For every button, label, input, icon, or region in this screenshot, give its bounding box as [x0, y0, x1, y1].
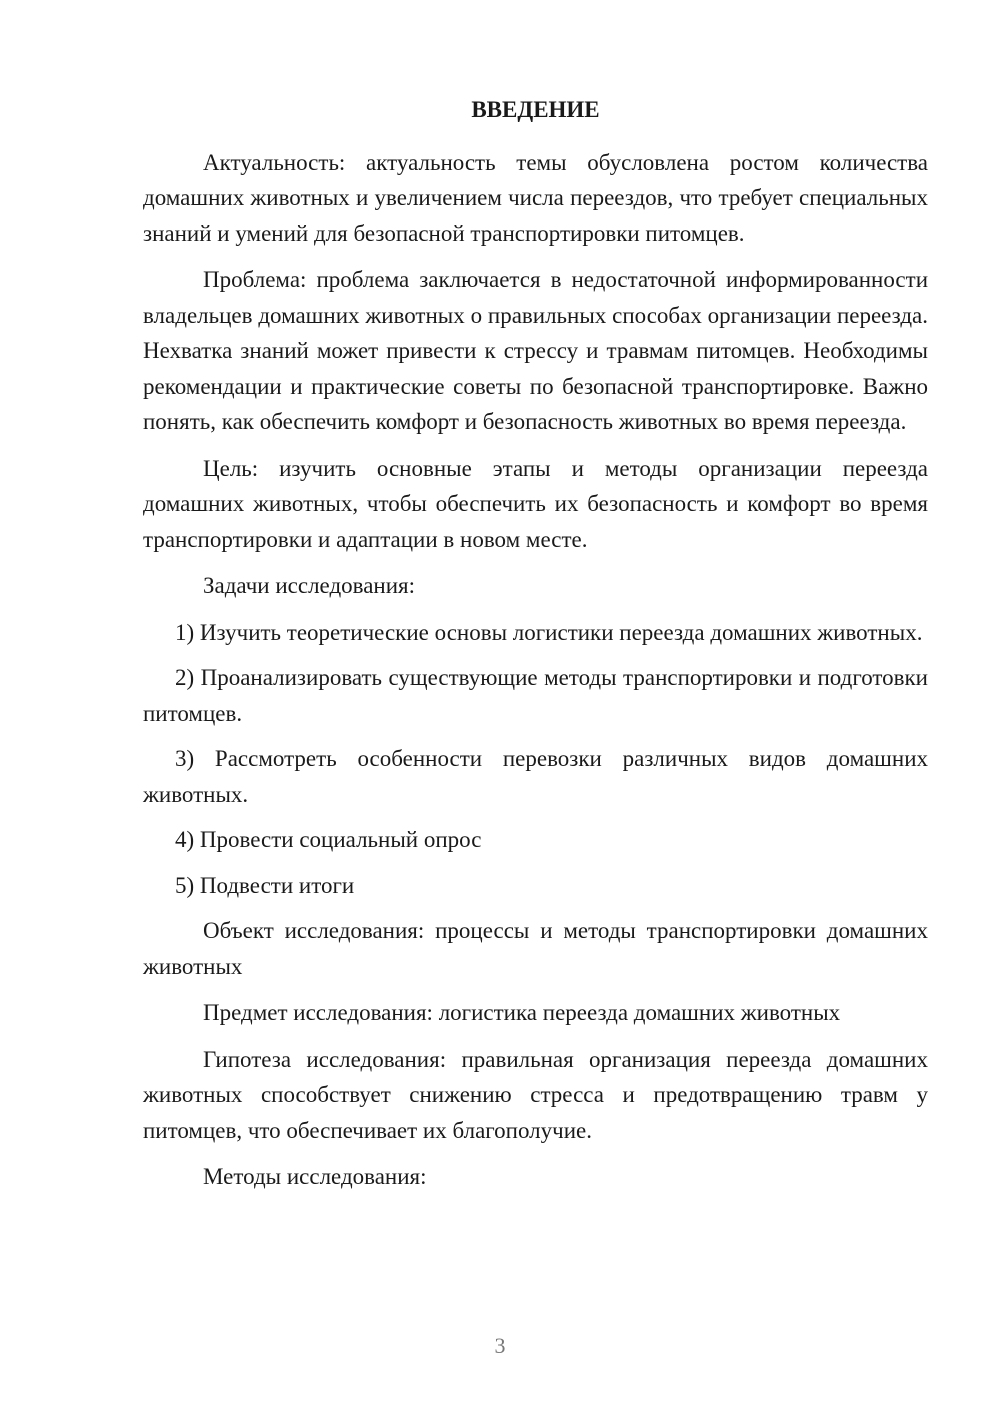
task-item-5: 5) Подвести итоги: [175, 872, 355, 898]
paragraph-goal: Цель: изучить основные этапы и методы организации переезда домашних животных, чтобы обеспечить их безопасность и комфорт во время транспортировки и адаптации в новом месте.: [143, 455, 928, 552]
paragraph-object: Объект исследования: процессы и методы транспортировки домашних животных: [143, 918, 928, 979]
task-item-4: 4) Провести социальный опрос: [175, 827, 482, 852]
paragraph-subject: Предмет исследования: логистика переезда домашних животных: [203, 1000, 841, 1025]
paragraph-problem: Проблема: проблема заключается в недостаточной информированности владельцев домашних животных о правильных способах организации переезда. Нехватка знаний может привести к стрессу и травмам питомцев. Необходимы рекомендации и практические советы по безопасной транспортировке. Важно понять, как обеспечить комфорт и безопасность животных во время переезда.: [143, 267, 928, 434]
task-item-3: 3) Рассмотреть особенности перевозки различных видов домашних животных.: [143, 746, 928, 807]
page-number: 3: [494, 1333, 506, 1358]
paragraph-hypothesis: Гипотеза исследования: правильная организация переезда домашних животных способствует снижению стресса и предотвращению травм у питомцев, что обеспечивает их благополучие.: [143, 1046, 928, 1143]
methods-title: Методы исследования:: [203, 1164, 427, 1189]
task-item-1: 1) Изучить теоретические основы логистики переезда домашних животных.: [175, 619, 923, 645]
section-heading: ВВЕДЕНИЕ: [471, 97, 600, 122]
task-item-2: 2) Проанализировать существующие методы транспортировки и подготовки питомцев.: [143, 665, 928, 726]
tasks-title: Задачи исследования:: [203, 573, 416, 598]
paragraph-relevance: Актуальность: актуальность темы обусловлена ростом количества домашних животных и увеличением числа переездов, что требует специальных знаний и умений для безопасной транспортировки питомцев.: [143, 149, 928, 246]
document-page: [143, 92, 928, 1206]
